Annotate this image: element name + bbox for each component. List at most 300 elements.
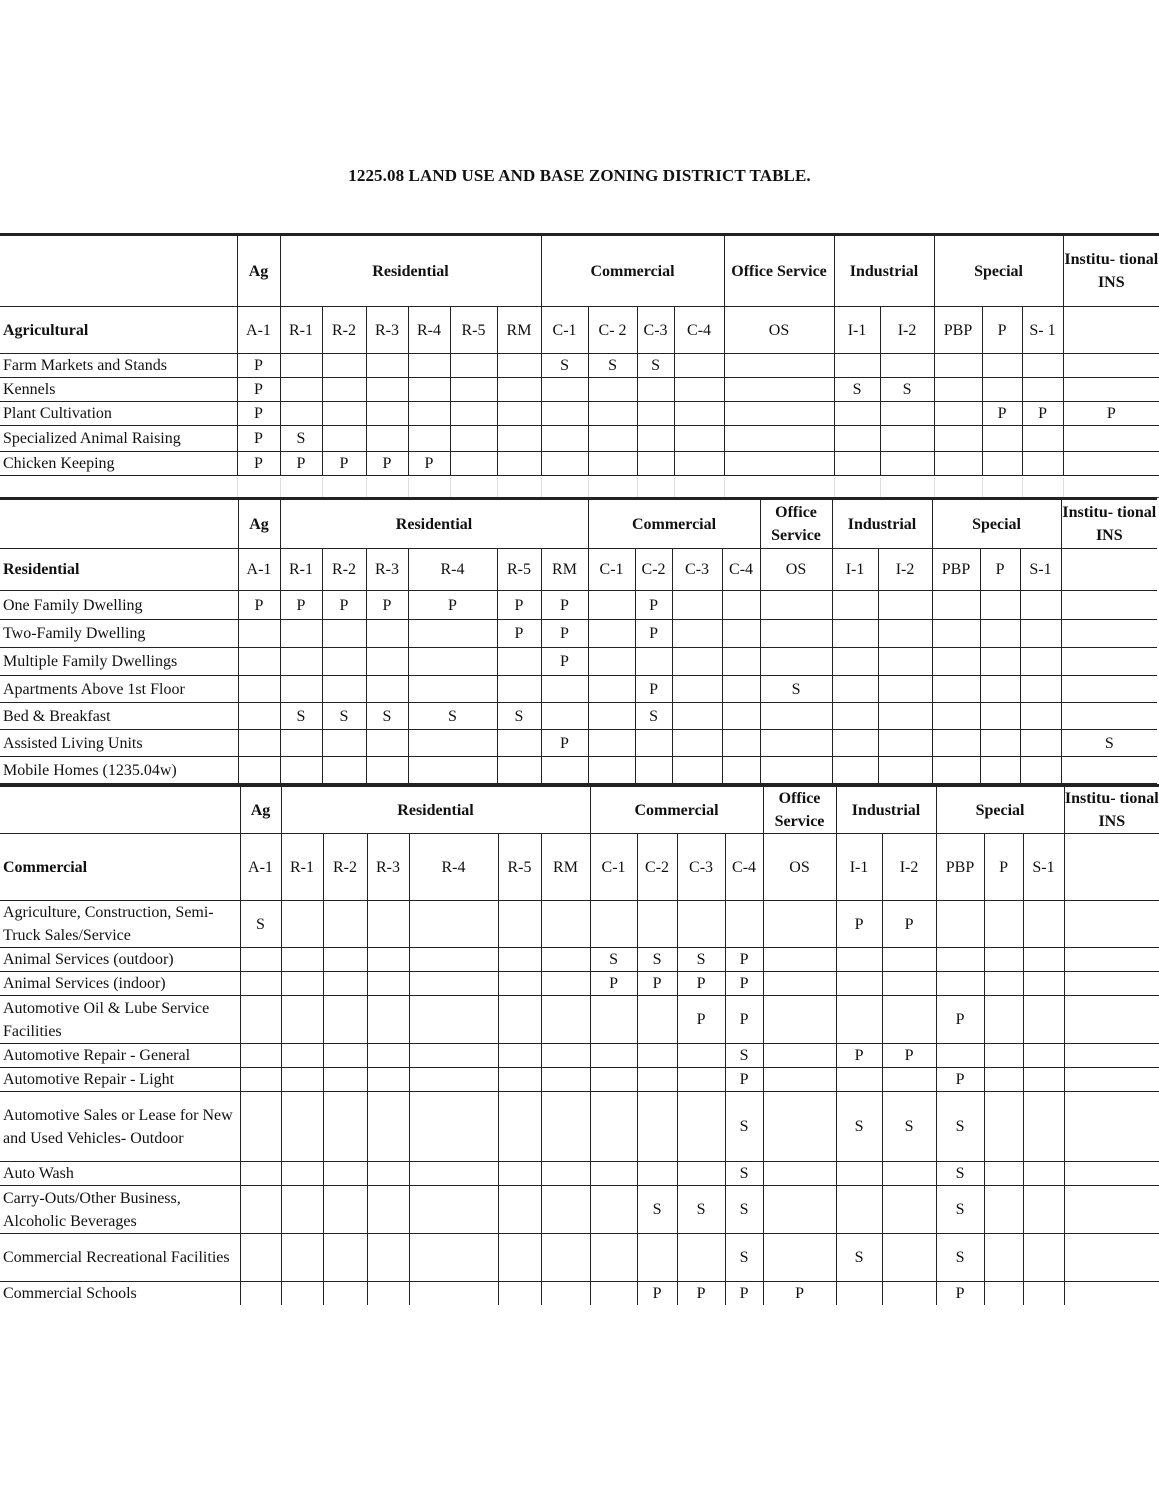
district-code: A-1 bbox=[238, 549, 280, 591]
table-row bbox=[0, 676, 1157, 703]
table-row bbox=[0, 452, 1159, 476]
permission-cell bbox=[1064, 1092, 1159, 1162]
permission-cell bbox=[541, 426, 588, 452]
permission-cell bbox=[934, 378, 982, 402]
permission-cell bbox=[980, 730, 1020, 757]
permission-cell bbox=[878, 620, 932, 648]
permission-cell bbox=[323, 1162, 367, 1186]
permission-cell bbox=[834, 402, 880, 426]
permission-cell bbox=[934, 452, 982, 476]
permission-cell bbox=[450, 402, 497, 426]
permission-cell bbox=[240, 948, 281, 972]
permission-cell: P bbox=[497, 620, 541, 648]
permission-cell bbox=[408, 676, 497, 703]
permission-cell bbox=[323, 1092, 367, 1162]
permission-cell bbox=[1063, 426, 1159, 452]
permission-cell bbox=[280, 730, 322, 757]
permission-cell bbox=[238, 703, 280, 730]
permission-cell bbox=[366, 426, 408, 452]
permission-cell bbox=[1020, 648, 1061, 676]
table-row bbox=[0, 703, 1157, 730]
permission-cell: S bbox=[677, 948, 725, 972]
permission-cell bbox=[1063, 354, 1159, 378]
group-header-commercial: Commercial bbox=[588, 499, 760, 549]
permission-cell: P bbox=[497, 591, 541, 620]
gap-gridline bbox=[674, 478, 675, 497]
permission-cell: P bbox=[936, 1068, 984, 1092]
land-use-label: Multiple Family Dwellings bbox=[0, 648, 238, 676]
permission-cell bbox=[932, 703, 980, 730]
gap-gridline bbox=[541, 478, 542, 497]
permission-cell bbox=[832, 703, 878, 730]
permission-cell: P bbox=[677, 972, 725, 996]
land-use-label: Mobile Homes (1235.04w) bbox=[0, 757, 238, 784]
permission-cell bbox=[637, 1234, 677, 1282]
permission-cell bbox=[240, 996, 281, 1044]
permission-cell: S bbox=[725, 1092, 763, 1162]
group-header-institutional: Institu- tional INS bbox=[1063, 235, 1159, 307]
land-use-label: Specialized Animal Raising bbox=[0, 426, 237, 452]
permission-cell bbox=[366, 648, 408, 676]
permission-cell bbox=[541, 1044, 590, 1068]
permission-cell bbox=[323, 1234, 367, 1282]
permission-cell bbox=[1020, 676, 1061, 703]
permission-cell bbox=[1023, 1234, 1064, 1282]
permission-cell bbox=[980, 703, 1020, 730]
permission-cell bbox=[590, 901, 637, 948]
permission-cell bbox=[408, 648, 497, 676]
permission-cell bbox=[635, 730, 672, 757]
permission-cell bbox=[498, 948, 541, 972]
land-use-label: Apartments Above 1st Floor bbox=[0, 676, 238, 703]
permission-cell bbox=[832, 730, 878, 757]
district-code: PBP bbox=[936, 834, 984, 901]
permission-cell bbox=[240, 1282, 281, 1306]
permission-cell bbox=[637, 378, 674, 402]
permission-cell bbox=[497, 402, 541, 426]
permission-cell bbox=[240, 1068, 281, 1092]
permission-cell bbox=[238, 648, 280, 676]
permission-cell bbox=[763, 1092, 836, 1162]
permission-cell bbox=[763, 1186, 836, 1234]
permission-cell bbox=[541, 378, 588, 402]
land-use-label: Commercial Recreational Facilities bbox=[0, 1234, 240, 1282]
permission-cell bbox=[1023, 1092, 1064, 1162]
permission-cell bbox=[281, 1092, 323, 1162]
permission-cell bbox=[1022, 426, 1063, 452]
table-row bbox=[0, 1092, 1159, 1162]
section-name: Residential bbox=[0, 549, 238, 591]
permission-cell bbox=[984, 1092, 1023, 1162]
permission-cell bbox=[541, 757, 588, 784]
permission-cell bbox=[240, 972, 281, 996]
permission-cell bbox=[724, 378, 834, 402]
permission-cell bbox=[588, 703, 635, 730]
permission-cell bbox=[984, 1162, 1023, 1186]
permission-cell bbox=[984, 901, 1023, 948]
gap-gridline bbox=[724, 478, 725, 497]
permission-cell: P bbox=[982, 402, 1022, 426]
permission-cell bbox=[1063, 378, 1159, 402]
permission-cell bbox=[588, 378, 637, 402]
permission-cell: P bbox=[725, 1068, 763, 1092]
permission-cell bbox=[281, 1068, 323, 1092]
permission-cell bbox=[880, 426, 934, 452]
group-header-industrial: Industrial bbox=[834, 235, 934, 307]
table-row bbox=[0, 1234, 1159, 1282]
district-code: S-1 bbox=[1023, 834, 1064, 901]
permission-cell bbox=[677, 901, 725, 948]
table-row bbox=[0, 757, 1157, 784]
district-code: OS bbox=[724, 307, 834, 354]
permission-cell bbox=[322, 648, 366, 676]
district-code: R-2 bbox=[322, 549, 366, 591]
district-code: P bbox=[982, 307, 1022, 354]
permission-cell bbox=[763, 1044, 836, 1068]
permission-cell bbox=[366, 730, 408, 757]
permission-cell bbox=[367, 1068, 409, 1092]
district-code: OS bbox=[763, 834, 836, 901]
permission-cell bbox=[760, 591, 832, 620]
district-code: I-1 bbox=[836, 834, 882, 901]
permission-cell: S bbox=[366, 703, 408, 730]
permission-cell bbox=[1064, 1186, 1159, 1234]
permission-cell: S bbox=[725, 1234, 763, 1282]
table-row bbox=[0, 1162, 1159, 1186]
permission-cell bbox=[760, 620, 832, 648]
permission-cell bbox=[322, 378, 366, 402]
permission-cell: P bbox=[725, 972, 763, 996]
permission-cell bbox=[672, 648, 722, 676]
district-code: C-1 bbox=[588, 549, 635, 591]
permission-cell bbox=[984, 948, 1023, 972]
permission-cell: P bbox=[637, 1282, 677, 1306]
permission-cell bbox=[590, 1068, 637, 1092]
district-code: RM bbox=[541, 834, 590, 901]
permission-cell bbox=[834, 354, 880, 378]
group-header-office: Office Service bbox=[763, 786, 836, 834]
permission-cell bbox=[366, 378, 408, 402]
permission-cell bbox=[367, 1044, 409, 1068]
permission-cell bbox=[836, 1068, 882, 1092]
permission-cell bbox=[541, 1234, 590, 1282]
permission-cell bbox=[836, 996, 882, 1044]
land-use-label: Kennels bbox=[0, 378, 237, 402]
permission-cell bbox=[880, 402, 934, 426]
district-code: C-3 bbox=[672, 549, 722, 591]
permission-cell bbox=[280, 757, 322, 784]
permission-cell bbox=[497, 757, 541, 784]
permission-cell: S bbox=[408, 703, 497, 730]
permission-cell bbox=[238, 757, 280, 784]
permission-cell bbox=[936, 901, 984, 948]
group-header-institutional: Institu- tional INS bbox=[1064, 786, 1159, 834]
permission-cell: P bbox=[1022, 402, 1063, 426]
district-header-row bbox=[0, 834, 1159, 901]
district-code: R-2 bbox=[322, 307, 366, 354]
land-use-label: Automotive Repair - Light bbox=[0, 1068, 240, 1092]
permission-cell bbox=[323, 948, 367, 972]
permission-cell bbox=[982, 426, 1022, 452]
permission-cell bbox=[497, 426, 541, 452]
permission-cell bbox=[1064, 972, 1159, 996]
permission-cell bbox=[238, 620, 280, 648]
permission-cell bbox=[1064, 948, 1159, 972]
gap-gridline bbox=[880, 478, 881, 497]
permission-cell bbox=[637, 1044, 677, 1068]
permission-cell bbox=[1022, 354, 1063, 378]
group-header-residential: Residential bbox=[281, 786, 590, 834]
district-header-row bbox=[0, 549, 1157, 591]
land-use-label: Two-Family Dwelling bbox=[0, 620, 238, 648]
permission-cell: P bbox=[936, 1282, 984, 1306]
permission-cell bbox=[498, 1068, 541, 1092]
land-use-label: Automotive Oil & Lube Service Facilities bbox=[0, 996, 240, 1044]
district-code bbox=[1063, 307, 1159, 354]
table-row bbox=[0, 1186, 1159, 1234]
permission-cell bbox=[409, 1234, 498, 1282]
permission-cell bbox=[932, 591, 980, 620]
permission-cell bbox=[1020, 730, 1061, 757]
district-code: PBP bbox=[932, 549, 980, 591]
permission-cell bbox=[724, 452, 834, 476]
permission-cell bbox=[722, 591, 760, 620]
table-row bbox=[0, 402, 1159, 426]
table-row bbox=[0, 1044, 1159, 1068]
land-use-label: Agriculture, Construction, Semi- Truck Sales/Service bbox=[0, 901, 240, 948]
permission-cell: P bbox=[541, 591, 588, 620]
permission-cell bbox=[878, 730, 932, 757]
district-code: S- 1 bbox=[1022, 307, 1063, 354]
permission-cell: S bbox=[677, 1186, 725, 1234]
permission-cell bbox=[280, 378, 322, 402]
district-code: R-5 bbox=[497, 549, 541, 591]
permission-cell: P bbox=[725, 996, 763, 1044]
permission-cell bbox=[724, 354, 834, 378]
permission-cell bbox=[323, 901, 367, 948]
permission-cell bbox=[760, 757, 832, 784]
district-code: OS bbox=[760, 549, 832, 591]
permission-cell bbox=[588, 648, 635, 676]
permission-cell bbox=[497, 452, 541, 476]
permission-cell: P bbox=[882, 1044, 936, 1068]
permission-cell: P bbox=[763, 1282, 836, 1306]
permission-cell bbox=[409, 1162, 498, 1186]
permission-cell: S bbox=[637, 1186, 677, 1234]
district-code: R-2 bbox=[323, 834, 367, 901]
permission-cell bbox=[1064, 996, 1159, 1044]
district-code bbox=[1061, 549, 1157, 591]
permission-cell bbox=[934, 402, 982, 426]
permission-cell bbox=[322, 402, 366, 426]
permission-cell: P bbox=[836, 1044, 882, 1068]
permission-cell bbox=[1023, 901, 1064, 948]
gap-gridline bbox=[497, 478, 498, 497]
table-row bbox=[0, 1282, 1159, 1306]
permission-cell bbox=[760, 730, 832, 757]
permission-cell: S bbox=[834, 378, 880, 402]
permission-cell: P bbox=[541, 648, 588, 676]
district-code: C-3 bbox=[637, 307, 674, 354]
permission-cell bbox=[763, 1234, 836, 1282]
permission-cell bbox=[408, 620, 497, 648]
permission-cell bbox=[541, 1282, 590, 1306]
permission-cell bbox=[674, 354, 724, 378]
permission-cell bbox=[367, 1282, 409, 1306]
permission-cell bbox=[409, 1186, 498, 1234]
permission-cell bbox=[450, 452, 497, 476]
gap-gridline bbox=[450, 478, 451, 497]
permission-cell bbox=[1020, 703, 1061, 730]
permission-cell bbox=[836, 1186, 882, 1234]
permission-cell: S bbox=[836, 1234, 882, 1282]
permission-cell bbox=[984, 1068, 1023, 1092]
permission-cell: P bbox=[541, 730, 588, 757]
permission-cell bbox=[280, 620, 322, 648]
permission-cell bbox=[498, 1282, 541, 1306]
permission-cell bbox=[497, 378, 541, 402]
agricultural-table bbox=[0, 233, 1159, 476]
permission-cell bbox=[366, 620, 408, 648]
district-code bbox=[1064, 834, 1159, 901]
permission-cell bbox=[880, 354, 934, 378]
district-code: I-1 bbox=[834, 307, 880, 354]
permission-cell bbox=[635, 648, 672, 676]
permission-cell bbox=[672, 591, 722, 620]
district-code: C- 2 bbox=[588, 307, 637, 354]
land-use-label: Automotive Sales or Lease for New and Used Vehicles- Outdoor bbox=[0, 1092, 240, 1162]
permission-cell bbox=[932, 648, 980, 676]
permission-cell bbox=[408, 757, 497, 784]
permission-cell bbox=[497, 676, 541, 703]
permission-cell bbox=[882, 1186, 936, 1234]
group-header-industrial: Industrial bbox=[832, 499, 932, 549]
district-code: C-4 bbox=[674, 307, 724, 354]
permission-cell bbox=[722, 620, 760, 648]
permission-cell bbox=[722, 757, 760, 784]
permission-cell bbox=[498, 996, 541, 1044]
permission-cell bbox=[836, 1162, 882, 1186]
permission-cell bbox=[366, 402, 408, 426]
permission-cell: P bbox=[280, 452, 322, 476]
permission-cell: S bbox=[280, 426, 322, 452]
district-code: R-5 bbox=[450, 307, 497, 354]
permission-cell: S bbox=[497, 703, 541, 730]
permission-cell bbox=[722, 648, 760, 676]
table-row bbox=[0, 972, 1159, 996]
district-code: I-2 bbox=[878, 549, 932, 591]
permission-cell bbox=[882, 996, 936, 1044]
permission-cell: P bbox=[725, 1282, 763, 1306]
land-use-label: Bed & Breakfast bbox=[0, 703, 238, 730]
district-code: R-1 bbox=[280, 549, 322, 591]
district-code: RM bbox=[541, 549, 588, 591]
permission-cell bbox=[240, 1162, 281, 1186]
district-code: R-1 bbox=[281, 834, 323, 901]
group-header-ag: Ag bbox=[240, 786, 281, 834]
permission-cell bbox=[408, 730, 497, 757]
permission-cell bbox=[541, 1068, 590, 1092]
permission-cell bbox=[541, 1186, 590, 1234]
group-header-commercial: Commercial bbox=[541, 235, 724, 307]
permission-cell bbox=[409, 901, 498, 948]
permission-cell bbox=[367, 1234, 409, 1282]
district-code: C-1 bbox=[541, 307, 588, 354]
gap-gridline bbox=[834, 478, 835, 497]
group-header-row bbox=[0, 499, 1157, 549]
district-code: C-3 bbox=[677, 834, 725, 901]
permission-cell: P bbox=[936, 996, 984, 1044]
permission-cell bbox=[724, 426, 834, 452]
permission-cell bbox=[836, 1282, 882, 1306]
permission-cell bbox=[590, 1234, 637, 1282]
permission-cell bbox=[322, 730, 366, 757]
group-header-special: Special bbox=[936, 786, 1064, 834]
permission-cell: S bbox=[637, 354, 674, 378]
permission-cell: P bbox=[408, 591, 497, 620]
permission-cell bbox=[836, 948, 882, 972]
permission-cell bbox=[588, 452, 637, 476]
permission-cell bbox=[409, 1044, 498, 1068]
permission-cell bbox=[1061, 676, 1157, 703]
permission-cell: P bbox=[408, 452, 450, 476]
permission-cell: S bbox=[1061, 730, 1157, 757]
permission-cell bbox=[590, 1092, 637, 1162]
permission-cell bbox=[541, 996, 590, 1044]
permission-cell bbox=[280, 402, 322, 426]
permission-cell bbox=[1063, 452, 1159, 476]
permission-cell bbox=[323, 1282, 367, 1306]
gap-gridline bbox=[1022, 478, 1023, 497]
permission-cell bbox=[982, 452, 1022, 476]
permission-cell bbox=[541, 703, 588, 730]
permission-cell bbox=[1064, 1162, 1159, 1186]
permission-cell bbox=[323, 1186, 367, 1234]
permission-cell bbox=[366, 676, 408, 703]
permission-cell bbox=[1023, 948, 1064, 972]
permission-cell bbox=[281, 948, 323, 972]
permission-cell: P bbox=[637, 972, 677, 996]
permission-cell bbox=[367, 1186, 409, 1234]
permission-cell bbox=[677, 1044, 725, 1068]
permission-cell bbox=[1023, 1282, 1064, 1306]
permission-cell bbox=[497, 354, 541, 378]
permission-cell bbox=[367, 1162, 409, 1186]
permission-cell bbox=[323, 996, 367, 1044]
district-code: RM bbox=[497, 307, 541, 354]
district-code: R-4 bbox=[408, 307, 450, 354]
group-header-row bbox=[0, 235, 1159, 307]
permission-cell bbox=[498, 972, 541, 996]
permission-cell bbox=[541, 948, 590, 972]
permission-cell bbox=[408, 402, 450, 426]
permission-cell bbox=[541, 972, 590, 996]
permission-cell: S bbox=[760, 676, 832, 703]
permission-cell bbox=[834, 426, 880, 452]
permission-cell bbox=[498, 1092, 541, 1162]
permission-cell: S bbox=[936, 1186, 984, 1234]
table-row bbox=[0, 730, 1157, 757]
district-code: R-4 bbox=[408, 549, 497, 591]
permission-cell bbox=[1020, 620, 1061, 648]
permission-cell bbox=[366, 354, 408, 378]
permission-cell: P bbox=[237, 354, 280, 378]
permission-cell bbox=[238, 676, 280, 703]
permission-cell bbox=[498, 1234, 541, 1282]
permission-cell bbox=[1064, 1044, 1159, 1068]
permission-cell bbox=[637, 402, 674, 426]
permission-cell bbox=[637, 996, 677, 1044]
